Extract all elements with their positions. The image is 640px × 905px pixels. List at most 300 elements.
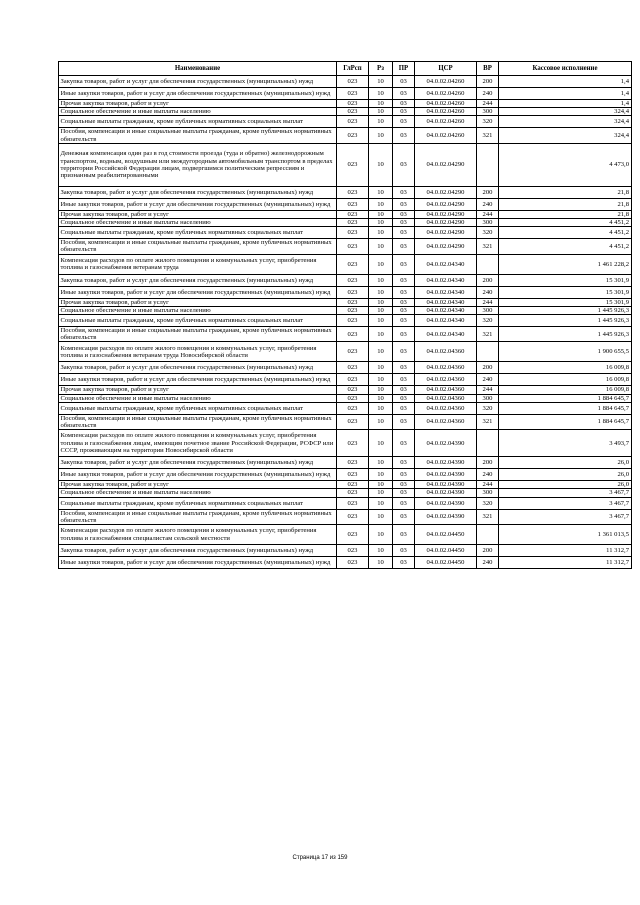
table-row xyxy=(59,315,632,327)
cell-pr: 03 xyxy=(393,186,415,198)
cell-vr: 321 xyxy=(477,414,499,429)
cell-rz: 10 xyxy=(369,298,393,306)
cell-csr: 04.0.02.04260 xyxy=(415,116,477,128)
cell-grbs: 023 xyxy=(337,128,369,143)
budget-execution-table xyxy=(58,61,632,569)
cell-name: Социальное обеспечение и иные выплаты населению xyxy=(59,394,337,402)
cell-amount: 3 467,7 xyxy=(499,489,632,497)
cell-pr: 03 xyxy=(393,274,415,286)
cell-vr: 300 xyxy=(477,219,499,227)
table-row xyxy=(59,497,632,509)
cell-name: Социальное обеспечение и иные выплаты населению xyxy=(59,219,337,227)
cell-grbs: 023 xyxy=(337,402,369,414)
table-row xyxy=(59,481,632,489)
table-row xyxy=(59,128,632,143)
cell-amount: 15 301,9 xyxy=(499,274,632,286)
cell-csr: 04.0.02.04290 xyxy=(415,186,477,198)
cell-grbs: 023 xyxy=(337,298,369,306)
cell-name: Компенсация расходов по оплате жилого помещения и коммунальных услуг, приобретения топлива и газоснабжения ветеранам труда Новосибирской области xyxy=(59,342,337,362)
cell-pr: 03 xyxy=(393,362,415,374)
cell-name: Закупка товаров, работ и услуг для обеспечения государственных (муниципальных) нужд xyxy=(59,545,337,557)
cell-grbs: 023 xyxy=(337,239,369,254)
cell-rz: 10 xyxy=(369,186,393,198)
cell-name: Социальное обеспечение и иные выплаты населению xyxy=(59,108,337,116)
cell-vr: 240 xyxy=(477,557,499,569)
cell-csr: 04.0.02.04390 xyxy=(415,457,477,469)
cell-amount: 1 900 655,5 xyxy=(499,342,632,362)
cell-vr: 320 xyxy=(477,402,499,414)
cell-vr: 320 xyxy=(477,116,499,128)
cell-amount: 1 884 645,7 xyxy=(499,414,632,429)
cell-csr: 04.0.02.04260 xyxy=(415,108,477,116)
header-rz: Рз xyxy=(369,62,393,76)
cell-grbs: 023 xyxy=(337,219,369,227)
table-row xyxy=(59,469,632,481)
cell-rz: 10 xyxy=(369,239,393,254)
cell-rz: 10 xyxy=(369,469,393,481)
cell-rz: 10 xyxy=(369,315,393,327)
cell-pr: 03 xyxy=(393,88,415,100)
cell-grbs: 023 xyxy=(337,497,369,509)
cell-name: Социальные выплаты гражданам, кроме публичных нормативных социальных выплат xyxy=(59,315,337,327)
cell-amount: 1 884 645,7 xyxy=(499,402,632,414)
table-row xyxy=(59,386,632,394)
cell-name: Пособия, компенсации и иные социальные выплаты гражданам, кроме публичных нормативных обязательств xyxy=(59,414,337,429)
cell-amount: 15 301,9 xyxy=(499,298,632,306)
cell-amount: 1 445 926,3 xyxy=(499,315,632,327)
cell-name: Пособия, компенсации и иные социальные выплаты гражданам, кроме публичных нормативных обязательств xyxy=(59,509,337,524)
cell-name: Пособия, компенсации и иные социальные выплаты гражданам, кроме публичных нормативных обязательств xyxy=(59,327,337,342)
cell-csr: 04.0.02.04340 xyxy=(415,327,477,342)
cell-grbs: 023 xyxy=(337,545,369,557)
cell-pr: 03 xyxy=(393,342,415,362)
header-vr: ВР xyxy=(477,62,499,76)
cell-pr: 03 xyxy=(393,116,415,128)
cell-vr: 321 xyxy=(477,128,499,143)
cell-amount: 21,8 xyxy=(499,210,632,218)
cell-amount: 324,4 xyxy=(499,108,632,116)
cell-csr: 04.0.02.04340 xyxy=(415,315,477,327)
cell-amount: 1 884 645,7 xyxy=(499,394,632,402)
cell-csr: 04.0.02.04360 xyxy=(415,402,477,414)
cell-grbs: 023 xyxy=(337,108,369,116)
header-amount: Кассовое исполнение xyxy=(499,62,632,76)
cell-pr: 03 xyxy=(393,239,415,254)
cell-grbs: 023 xyxy=(337,327,369,342)
table-row xyxy=(59,394,632,402)
cell-rz: 10 xyxy=(369,306,393,314)
cell-csr: 04.0.02.04260 xyxy=(415,76,477,88)
table-row xyxy=(59,100,632,108)
cell-vr: 300 xyxy=(477,489,499,497)
cell-amount: 16 009,8 xyxy=(499,374,632,386)
table-row xyxy=(59,239,632,254)
cell-pr: 03 xyxy=(393,386,415,394)
cell-amount: 26,0 xyxy=(499,457,632,469)
cell-pr: 03 xyxy=(393,108,415,116)
cell-name: Социальные выплаты гражданам, кроме публичных нормативных социальных выплат xyxy=(59,227,337,239)
cell-pr: 03 xyxy=(393,286,415,298)
cell-csr: 04.0.02.04390 xyxy=(415,489,477,497)
cell-vr: 240 xyxy=(477,469,499,481)
cell-vr: 244 xyxy=(477,386,499,394)
table-row xyxy=(59,306,632,314)
cell-grbs: 023 xyxy=(337,143,369,186)
cell-vr: 200 xyxy=(477,545,499,557)
cell-rz: 10 xyxy=(369,430,393,457)
cell-vr: 240 xyxy=(477,374,499,386)
cell-grbs: 023 xyxy=(337,481,369,489)
cell-grbs: 023 xyxy=(337,116,369,128)
cell-vr: 200 xyxy=(477,274,499,286)
table-row xyxy=(59,219,632,227)
header-pr: ПР xyxy=(393,62,415,76)
cell-grbs: 023 xyxy=(337,210,369,218)
cell-rz: 10 xyxy=(369,394,393,402)
cell-csr: 04.0.02.04450 xyxy=(415,525,477,545)
cell-rz: 10 xyxy=(369,254,393,274)
table-row xyxy=(59,298,632,306)
cell-pr: 03 xyxy=(393,198,415,210)
cell-vr xyxy=(477,525,499,545)
cell-grbs: 023 xyxy=(337,76,369,88)
cell-vr: 321 xyxy=(477,239,499,254)
cell-rz: 10 xyxy=(369,227,393,239)
cell-grbs: 023 xyxy=(337,274,369,286)
cell-amount: 4 451,2 xyxy=(499,227,632,239)
cell-rz: 10 xyxy=(369,374,393,386)
cell-pr: 03 xyxy=(393,414,415,429)
cell-csr: 04.0.02.04340 xyxy=(415,254,477,274)
page-number: Страница 17 из 159 xyxy=(292,855,348,861)
cell-name: Компенсация расходов по оплате жилого помещения и коммунальных услуг, приобретения топлива и газоснабжения лицам, имеющим почетное звание Российской Федерации, РСФСР или СССР, проживающим на территории Новосибирской области xyxy=(59,430,337,457)
table-row xyxy=(59,489,632,497)
cell-pr: 03 xyxy=(393,128,415,143)
cell-grbs: 023 xyxy=(337,414,369,429)
cell-vr: 244 xyxy=(477,100,499,108)
cell-rz: 10 xyxy=(369,402,393,414)
cell-name: Прочая закупка товаров, работ и услуг xyxy=(59,100,337,108)
cell-name: Закупка товаров, работ и услуг для обеспечения государственных (муниципальных) нужд xyxy=(59,362,337,374)
cell-pr: 03 xyxy=(393,509,415,524)
cell-name: Пособия, компенсации и иные социальные выплаты гражданам, кроме публичных нормативных обязательств xyxy=(59,239,337,254)
cell-amount: 1 445 926,3 xyxy=(499,306,632,314)
cell-rz: 10 xyxy=(369,286,393,298)
cell-rz: 10 xyxy=(369,128,393,143)
table-row xyxy=(59,88,632,100)
cell-pr: 03 xyxy=(393,315,415,327)
cell-name: Социальные выплаты гражданам, кроме публичных нормативных социальных выплат xyxy=(59,116,337,128)
cell-rz: 10 xyxy=(369,116,393,128)
cell-pr: 03 xyxy=(393,298,415,306)
cell-name: Закупка товаров, работ и услуг для обеспечения государственных (муниципальных) нужд xyxy=(59,457,337,469)
table-row xyxy=(59,143,632,186)
cell-vr: 300 xyxy=(477,306,499,314)
cell-pr: 03 xyxy=(393,481,415,489)
table-header-row xyxy=(59,62,632,76)
cell-pr: 03 xyxy=(393,402,415,414)
cell-vr: 321 xyxy=(477,327,499,342)
cell-vr: 300 xyxy=(477,394,499,402)
table-row xyxy=(59,457,632,469)
cell-name: Иные закупки товаров, работ и услуг для обеспечения государственных (муниципальных) нужд xyxy=(59,469,337,481)
cell-pr: 03 xyxy=(393,394,415,402)
cell-rz: 10 xyxy=(369,497,393,509)
cell-amount: 1 461 228,2 xyxy=(499,254,632,274)
table-row xyxy=(59,545,632,557)
cell-amount: 3 467,7 xyxy=(499,497,632,509)
cell-amount: 21,8 xyxy=(499,186,632,198)
cell-name: Иные закупки товаров, работ и услуг для обеспечения государственных (муниципальных) нужд xyxy=(59,286,337,298)
cell-csr: 04.0.02.04290 xyxy=(415,210,477,218)
cell-amount: 4 451,2 xyxy=(499,239,632,254)
cell-csr: 04.0.02.04390 xyxy=(415,497,477,509)
cell-grbs: 023 xyxy=(337,489,369,497)
cell-csr: 04.0.02.04340 xyxy=(415,274,477,286)
cell-pr: 03 xyxy=(393,545,415,557)
cell-grbs: 023 xyxy=(337,374,369,386)
header-grbs: ГлРсп xyxy=(337,62,369,76)
cell-csr: 04.0.02.04450 xyxy=(415,545,477,557)
cell-grbs: 023 xyxy=(337,394,369,402)
cell-csr: 04.0.02.04340 xyxy=(415,286,477,298)
cell-amount: 324,4 xyxy=(499,116,632,128)
cell-vr: 200 xyxy=(477,457,499,469)
cell-pr: 03 xyxy=(393,374,415,386)
cell-name: Закупка товаров, работ и услуг для обеспечения государственных (муниципальных) нужд xyxy=(59,76,337,88)
cell-csr: 04.0.02.04260 xyxy=(415,88,477,100)
cell-rz: 10 xyxy=(369,327,393,342)
cell-grbs: 023 xyxy=(337,509,369,524)
cell-csr: 04.0.02.04360 xyxy=(415,362,477,374)
table-row xyxy=(59,525,632,545)
cell-amount: 1 361 013,5 xyxy=(499,525,632,545)
cell-rz: 10 xyxy=(369,362,393,374)
cell-csr: 04.0.02.04260 xyxy=(415,128,477,143)
cell-pr: 03 xyxy=(393,457,415,469)
cell-csr: 04.0.02.04290 xyxy=(415,219,477,227)
cell-vr: 200 xyxy=(477,362,499,374)
cell-pr: 03 xyxy=(393,557,415,569)
cell-csr: 04.0.02.04260 xyxy=(415,100,477,108)
table-row xyxy=(59,327,632,342)
cell-amount: 16 009,8 xyxy=(499,362,632,374)
cell-pr: 03 xyxy=(393,227,415,239)
table-row xyxy=(59,116,632,128)
table-row xyxy=(59,402,632,414)
cell-amount: 21,8 xyxy=(499,198,632,210)
cell-csr: 04.0.02.04360 xyxy=(415,386,477,394)
cell-csr: 04.0.02.04360 xyxy=(415,394,477,402)
table-row xyxy=(59,227,632,239)
cell-name: Социальные выплаты гражданам, кроме публичных нормативных социальных выплат xyxy=(59,402,337,414)
cell-name: Пособия, компенсации и иные социальные выплаты гражданам, кроме публичных нормативных обязательств xyxy=(59,128,337,143)
cell-csr: 04.0.02.04290 xyxy=(415,143,477,186)
cell-grbs: 023 xyxy=(337,254,369,274)
cell-name: Закупка товаров, работ и услуг для обеспечения государственных (муниципальных) нужд xyxy=(59,186,337,198)
cell-vr: 300 xyxy=(477,108,499,116)
cell-pr: 03 xyxy=(393,254,415,274)
table-row xyxy=(59,286,632,298)
table-row xyxy=(59,108,632,116)
cell-pr: 03 xyxy=(393,489,415,497)
cell-pr: 03 xyxy=(393,327,415,342)
cell-csr: 04.0.02.04360 xyxy=(415,342,477,362)
cell-amount: 11 312,7 xyxy=(499,545,632,557)
cell-grbs: 023 xyxy=(337,525,369,545)
cell-pr: 03 xyxy=(393,430,415,457)
cell-name: Прочая закупка товаров, работ и услуг xyxy=(59,481,337,489)
cell-name: Иные закупки товаров, работ и услуг для обеспечения государственных (муниципальных) нужд xyxy=(59,557,337,569)
table-row xyxy=(59,210,632,218)
cell-name: Социальное обеспечение и иные выплаты населению xyxy=(59,306,337,314)
cell-csr: 04.0.02.04390 xyxy=(415,430,477,457)
cell-vr: 320 xyxy=(477,227,499,239)
cell-grbs: 023 xyxy=(337,315,369,327)
table-row xyxy=(59,430,632,457)
cell-csr: 04.0.02.04340 xyxy=(415,298,477,306)
cell-grbs: 023 xyxy=(337,198,369,210)
cell-rz: 10 xyxy=(369,489,393,497)
cell-rz: 10 xyxy=(369,100,393,108)
cell-amount: 16 009,8 xyxy=(499,386,632,394)
cell-name: Компенсация расходов по оплате жилого помещения и коммунальных услуг, приобретения топлива и газоснабжения специалистам сельской местности xyxy=(59,525,337,545)
cell-vr: 244 xyxy=(477,210,499,218)
cell-name: Прочая закупка товаров, работ и услуг xyxy=(59,386,337,394)
cell-pr: 03 xyxy=(393,210,415,218)
cell-pr: 03 xyxy=(393,469,415,481)
table-row xyxy=(59,557,632,569)
cell-name: Прочая закупка товаров, работ и услуг xyxy=(59,298,337,306)
cell-pr: 03 xyxy=(393,306,415,314)
table-row xyxy=(59,342,632,362)
cell-vr: 320 xyxy=(477,497,499,509)
cell-grbs: 023 xyxy=(337,342,369,362)
cell-csr: 04.0.02.04290 xyxy=(415,227,477,239)
cell-amount: 11 312,7 xyxy=(499,557,632,569)
cell-rz: 10 xyxy=(369,386,393,394)
cell-rz: 10 xyxy=(369,525,393,545)
cell-name: Прочая закупка товаров, работ и услуг xyxy=(59,210,337,218)
cell-name: Социальные выплаты гражданам, кроме публичных нормативных социальных выплат xyxy=(59,497,337,509)
cell-amount: 26,0 xyxy=(499,469,632,481)
cell-grbs: 023 xyxy=(337,362,369,374)
table-row xyxy=(59,254,632,274)
cell-csr: 04.0.02.04290 xyxy=(415,239,477,254)
cell-rz: 10 xyxy=(369,210,393,218)
cell-rz: 10 xyxy=(369,76,393,88)
table-row xyxy=(59,362,632,374)
cell-vr xyxy=(477,254,499,274)
cell-grbs: 023 xyxy=(337,306,369,314)
cell-name: Закупка товаров, работ и услуг для обеспечения государственных (муниципальных) нужд xyxy=(59,274,337,286)
cell-pr: 03 xyxy=(393,143,415,186)
header-csr: ЦСР xyxy=(415,62,477,76)
cell-grbs: 023 xyxy=(337,557,369,569)
cell-vr: 321 xyxy=(477,509,499,524)
cell-csr: 04.0.02.04390 xyxy=(415,509,477,524)
cell-pr: 03 xyxy=(393,497,415,509)
cell-rz: 10 xyxy=(369,342,393,362)
cell-grbs: 023 xyxy=(337,286,369,298)
cell-csr: 04.0.02.04390 xyxy=(415,469,477,481)
cell-name: Иные закупки товаров, работ и услуг для обеспечения государственных (муниципальных) нужд xyxy=(59,374,337,386)
cell-csr: 04.0.02.04340 xyxy=(415,306,477,314)
cell-rz: 10 xyxy=(369,557,393,569)
table-body xyxy=(59,76,632,569)
cell-vr: 244 xyxy=(477,298,499,306)
cell-rz: 10 xyxy=(369,509,393,524)
cell-pr: 03 xyxy=(393,219,415,227)
cell-rz: 10 xyxy=(369,481,393,489)
cell-vr: 240 xyxy=(477,286,499,298)
cell-name: Иные закупки товаров, работ и услуг для обеспечения государственных (муниципальных) нужд xyxy=(59,88,337,100)
cell-vr: 200 xyxy=(477,76,499,88)
cell-vr: 200 xyxy=(477,186,499,198)
cell-pr: 03 xyxy=(393,100,415,108)
cell-grbs: 023 xyxy=(337,469,369,481)
cell-amount: 1,4 xyxy=(499,76,632,88)
cell-rz: 10 xyxy=(369,274,393,286)
cell-amount: 324,4 xyxy=(499,128,632,143)
cell-vr xyxy=(477,430,499,457)
cell-grbs: 023 xyxy=(337,186,369,198)
cell-amount: 3 493,7 xyxy=(499,430,632,457)
cell-vr: 240 xyxy=(477,198,499,210)
cell-amount: 3 467,7 xyxy=(499,509,632,524)
cell-rz: 10 xyxy=(369,457,393,469)
cell-name: Иные закупки товаров, работ и услуг для обеспечения государственных (муниципальных) нужд xyxy=(59,198,337,210)
cell-csr: 04.0.02.04360 xyxy=(415,414,477,429)
cell-name: Компенсация расходов по оплате жилого помещения и коммунальных услуг, приобретения топлива и газоснабжения ветеранам труда xyxy=(59,254,337,274)
cell-amount: 26,0 xyxy=(499,481,632,489)
cell-amount: 1,4 xyxy=(499,100,632,108)
cell-grbs: 023 xyxy=(337,227,369,239)
cell-rz: 10 xyxy=(369,108,393,116)
cell-grbs: 023 xyxy=(337,88,369,100)
cell-grbs: 023 xyxy=(337,457,369,469)
cell-vr xyxy=(477,143,499,186)
cell-vr: 320 xyxy=(477,315,499,327)
cell-rz: 10 xyxy=(369,414,393,429)
cell-grbs: 023 xyxy=(337,430,369,457)
cell-csr: 04.0.02.04360 xyxy=(415,374,477,386)
cell-amount: 1,4 xyxy=(499,88,632,100)
cell-rz: 10 xyxy=(369,219,393,227)
cell-rz: 10 xyxy=(369,88,393,100)
cell-csr: 04.0.02.04450 xyxy=(415,557,477,569)
table-row xyxy=(59,76,632,88)
cell-rz: 10 xyxy=(369,545,393,557)
table-row xyxy=(59,274,632,286)
table-row xyxy=(59,414,632,429)
table-row xyxy=(59,186,632,198)
cell-name: Социальное обеспечение и иные выплаты населению xyxy=(59,489,337,497)
cell-name: Денежная компенсация один раз в год стоимости проезда (туда и обратно) железнодорожным транспортом, водным, воздушным или междугородным автомобильным транспортом в пределах территории Российской Федерации лицам, подвергшимся политическим репрессиям и признанным реабилитированными xyxy=(59,143,337,186)
cell-pr: 03 xyxy=(393,76,415,88)
table-row xyxy=(59,509,632,524)
table-row xyxy=(59,374,632,386)
cell-rz: 10 xyxy=(369,198,393,210)
cell-amount: 4 451,2 xyxy=(499,219,632,227)
cell-vr: 244 xyxy=(477,481,499,489)
cell-vr: 240 xyxy=(477,88,499,100)
cell-amount: 1 445 926,3 xyxy=(499,327,632,342)
cell-amount: 15 301,9 xyxy=(499,286,632,298)
cell-amount: 4 473,0 xyxy=(499,143,632,186)
cell-grbs: 023 xyxy=(337,386,369,394)
header-name: Наименование xyxy=(59,62,337,76)
